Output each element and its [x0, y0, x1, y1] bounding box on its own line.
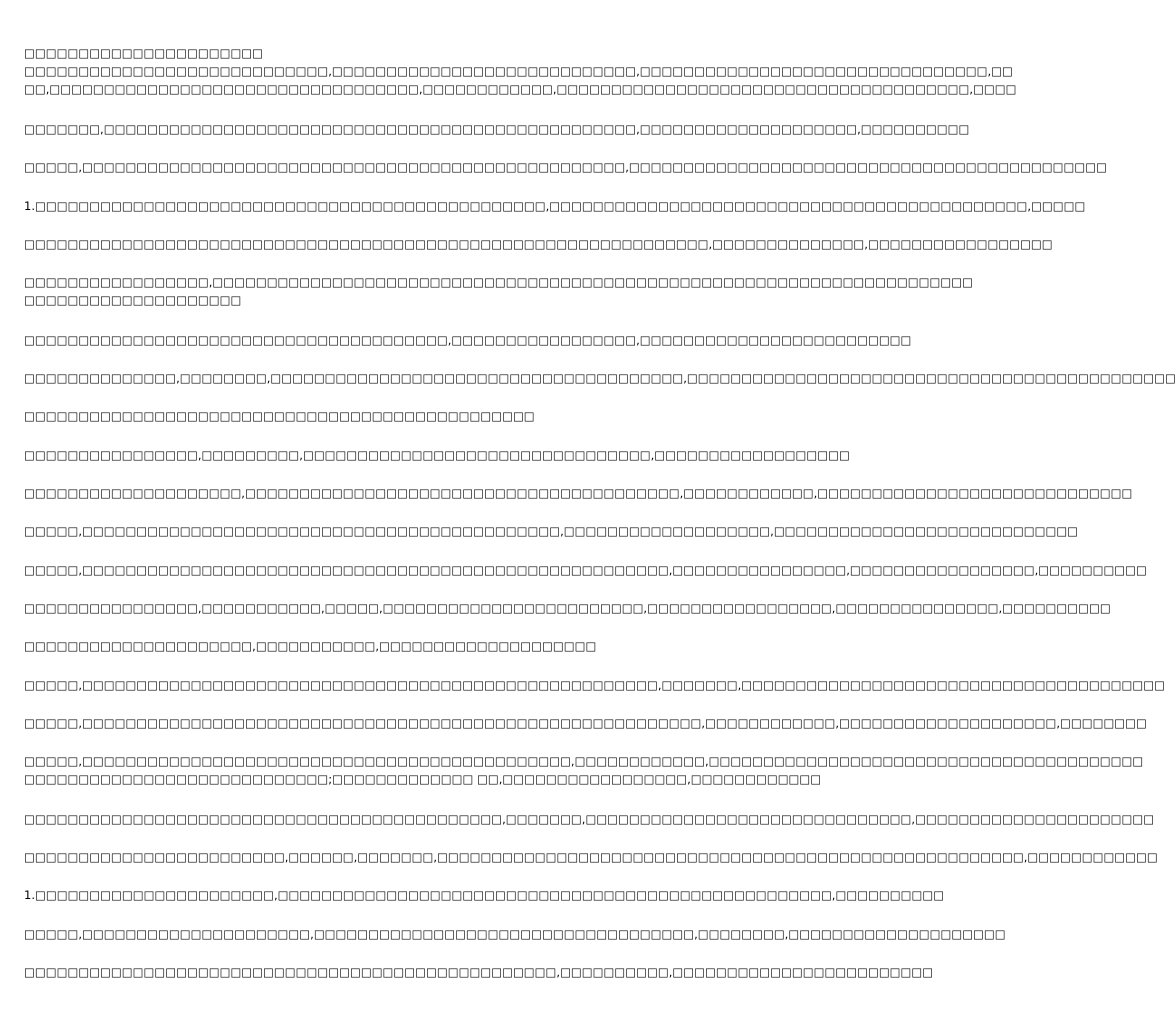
- paragraph-2: [24, 120, 970, 138]
- paragraph-20: [24, 848, 1158, 866]
- paragraph-4: [24, 197, 1086, 215]
- text-line: □□□□□,□□□□□□□□□□□□□□□□□□□□□□□□□□□□□□□□□□□□□□□□□□□□□,□□□□□□□□□□□□,□□□□□□□□□□□□□□□□□□□□□□□□□□□□□□□□□□□□□□□□: [24, 754, 1144, 768]
- text-line: □□□□□□□□□□□□□□□□□□□□□□□□□□□□□□□□□□□□□□□□□□□□□□□: [24, 409, 535, 423]
- paragraph-16: [24, 676, 1165, 694]
- text-line: □□□□□□□□□□□□□□□□□□□□□□□□□□□□,□□□□□□□□□□□□□□□□□□□□□□□□□□□□,□□□□□□□□□□□□□□□□□□□□□□□□□□□□□□□□,□□: [24, 64, 1013, 78]
- text-line: □□□□□,□□□□□□□□□□□□□□□□□□□□□□□□□□□□□□□□□□□□□□□□□□□□□□□□□□□□□□,□□□□□□□□□□□□□□□□,□□□□□□□□□□□□□□□□□,□□□□□□□□□□: [24, 563, 1147, 577]
- paragraph-5: [24, 235, 1053, 253]
- text-line: □□□□□□□□□□□□□□□□□□□□: [24, 293, 242, 307]
- text-line: □□,□□□□□□□□□□□□□□□□□□□□□□□□□□□□□□□□□□,□□□□□□□□□□□□,□□□□□□□□□□□□□□□□□□□□□□□□□□□□□□□□□□□□□□,□□□□: [24, 82, 1017, 96]
- text-line: □□□□□□□□□□□□□□□□□,□□□□□□□□□□□□□□□□□□□□□□□□□□□□□□□□□□□□□□□□□□□□□□□□□□□□□□□□□□□□□□□□□□□□□□: [24, 275, 973, 289]
- text-line: □□□□□□□□□□□□□□□□,□□□□□□□□□,□□□□□□□□□□□□□□□□□□□□□□□□□□□□□□□□,□□□□□□□□□□□□□□□□□□: [24, 448, 850, 462]
- text-line: 1.□□□□□□□□□□□□□□□□□□□□□□□□□□□□□□□□□□□□□□□□□□□□□□□,□□□□□□□□□□□□□□□□□□□□□□□□□□□□□□□□□□□□□□□□□□□□,□□□□□: [24, 199, 1086, 213]
- text-line: □□□□□□□□□□□□□□□□□□□□□□□□□□□□□□□□□□□□□□□□□□□□,□□□□□□□,□□□□□□□□□□□□□□□□□□□□□□□□□□□□□□,□□□□□□□□□□□□□□□□□□□□□□: [24, 812, 1155, 826]
- paragraph-12: [24, 522, 1079, 540]
- text-line: □□□□□□□□□□□□□□□□□□□□□,□□□□□□□□□□□,□□□□□□□□□□□□□□□□□□□□: [24, 639, 597, 653]
- text-line: □□□□□,□□□□□□□□□□□□□□□□□□□□□,□□□□□□□□□□□□□□□□□□□□□□□□□□□□□□□□□□□,□□□□□□□□,□□□□□□□□□□□□□□□□□□□□: [24, 927, 1006, 941]
- paragraph-1: [24, 44, 1017, 98]
- paragraph-15: [24, 637, 720, 655]
- text-line: □□□□□□□□□□□□□□□□□□□□□□□□□□□□□□□□□□□□□□□,□□□□□□□□□□□□□□□□□,□□□□□□□□□□□□□□□□□□□□□□□□□: [24, 333, 912, 347]
- text-line: □□□□□,□□□□□□□□□□□□□□□□□□□□□□□□□□□□□□□□□□□□□□□□□□□□□□□□□□,□□□□□□□□□□□□□□□□□□□□□□□□□□□□□□□□□□□□□□□□□□□□: [24, 160, 1107, 174]
- paragraph-17: [24, 714, 1147, 732]
- paragraph-7: [24, 331, 912, 349]
- text-line: □□□□□□□□□□□□□□,□□□□□□□□,□□□□□□□□□□□□□□□□□□□□□□□□□□□□□□□□□□□□□□,□□□□□□□□□□□□□□□□□□□□□□□□□□□□□□□□□□□□□□□□□□□□□: [24, 371, 1176, 385]
- paragraph-10: [24, 446, 850, 464]
- text-line: □□□□□□□□□□□□□□□□,□□□□□□□□□□□,□□□□□,□□□□□□□□□□□□□□□□□□□□□□□□,□□□□□□□□□□□□□□□□□,□□□□□□□□□□□□□□□,□□□□□□□□□□: [24, 601, 1111, 615]
- paragraph-21: [24, 886, 945, 904]
- paragraph-14: [24, 599, 1111, 617]
- text-line: □□□□□□□□□□□□□□□□□□□□□□□□□□□□□□□□□□□□□□□□□□□□□□□□□□□□□□□□□□□□□□□,□□□□□□□□□□□□□□,□□□□□□□□□□□□□□□□□: [24, 237, 1053, 251]
- text-line: □□□□□□□□□□□□□□□□□□□□□□□□□□□□□□□□□□□□□□□□□□□□□□□□□,□□□□□□□□□□,□□□□□□□□□□□□□□□□□□□□□□□□: [24, 965, 934, 979]
- paragraph-8: [24, 369, 1176, 387]
- text-line: □□□□□,□□□□□□□□□□□□□□□□□□□□□□□□□□□□□□□□□□□□□□□□□□□□□□□□□□□□□□□□□,□□□□□□□□□□□□,□□□□□□□□□□□□□□□□□□□□,□□□□□□□□: [24, 716, 1147, 730]
- text-line: □□□□□,□□□□□□□□□□□□□□□□□□□□□□□□□□□□□□□□□□□□□□□□□□□□,□□□□□□□□□□□□□□□□□□□,□□□□□□□□□□□□□□□□□□□□□□□□□□□□: [24, 524, 1079, 538]
- text-line: □□□□□□□,□□□□□□□□□□□□□□□□□□□□□□□□□□□□□□□□□□□□□□□□□□□□□□□□□,□□□□□□□□□□□□□□□□□□□□,□□□□□□□□□□: [24, 122, 970, 136]
- text-line: □□□□□□□□□□□□□□□□□□□□□□: [24, 46, 264, 60]
- text-line: □□□□□□□□□□□□□□□□□□□□,□□□□□□□□□□□□□□□□□□□□□□□□□□□□□□□□□□□□□□□□,□□□□□□□□□□□□,□□□□□□□□□□□□□□□□□□□□□□□□□□□□□: [24, 486, 1133, 500]
- paragraph-23: [24, 963, 934, 981]
- text-line: 1.□□□□□□□□□□□□□□□□□□□□□□,□□□□□□□□□□□□□□□□□□□□□□□□□□□□□□□□□□□□□□□□□□□□□□□□□□□,□□□□□□□□□□: [24, 888, 945, 902]
- paragraph-22: [24, 925, 1006, 943]
- paragraph-18: [24, 752, 1144, 788]
- paragraph-11: [24, 484, 1133, 502]
- paragraph-13: [24, 561, 1147, 579]
- paragraph-19: [24, 810, 1155, 828]
- paragraph-9: [24, 407, 720, 425]
- text-line: □□□□□□□□□□□□□□□□□□□□□□□□□□□□;□□□□□□□□□□□□□ □□,□□□□□□□□□□□□□□□□□,□□□□□□□□□□□□: [24, 772, 822, 786]
- paragraph-3: [24, 158, 1107, 176]
- text-line: □□□□□,□□□□□□□□□□□□□□□□□□□□□□□□□□□□□□□□□□□□□□□□□□□□□□□□□□□□□,□□□□□□□,□□□□□□□□□□□□□□□□□□□□□□□□□□□□□□□□□□□□□□□: [24, 678, 1165, 692]
- paragraph-6: [24, 273, 973, 309]
- text-line: □□□□□□□□□□□□□□□□□□□□□□□□,□□□□□□,□□□□□□□,□□□□□□□□□□□□□□□□□□□□□□□□□□□□□□□□□□□□□□□□□□□□□□□□□□□□□□,□□□□□□□□□□□□: [24, 850, 1158, 864]
